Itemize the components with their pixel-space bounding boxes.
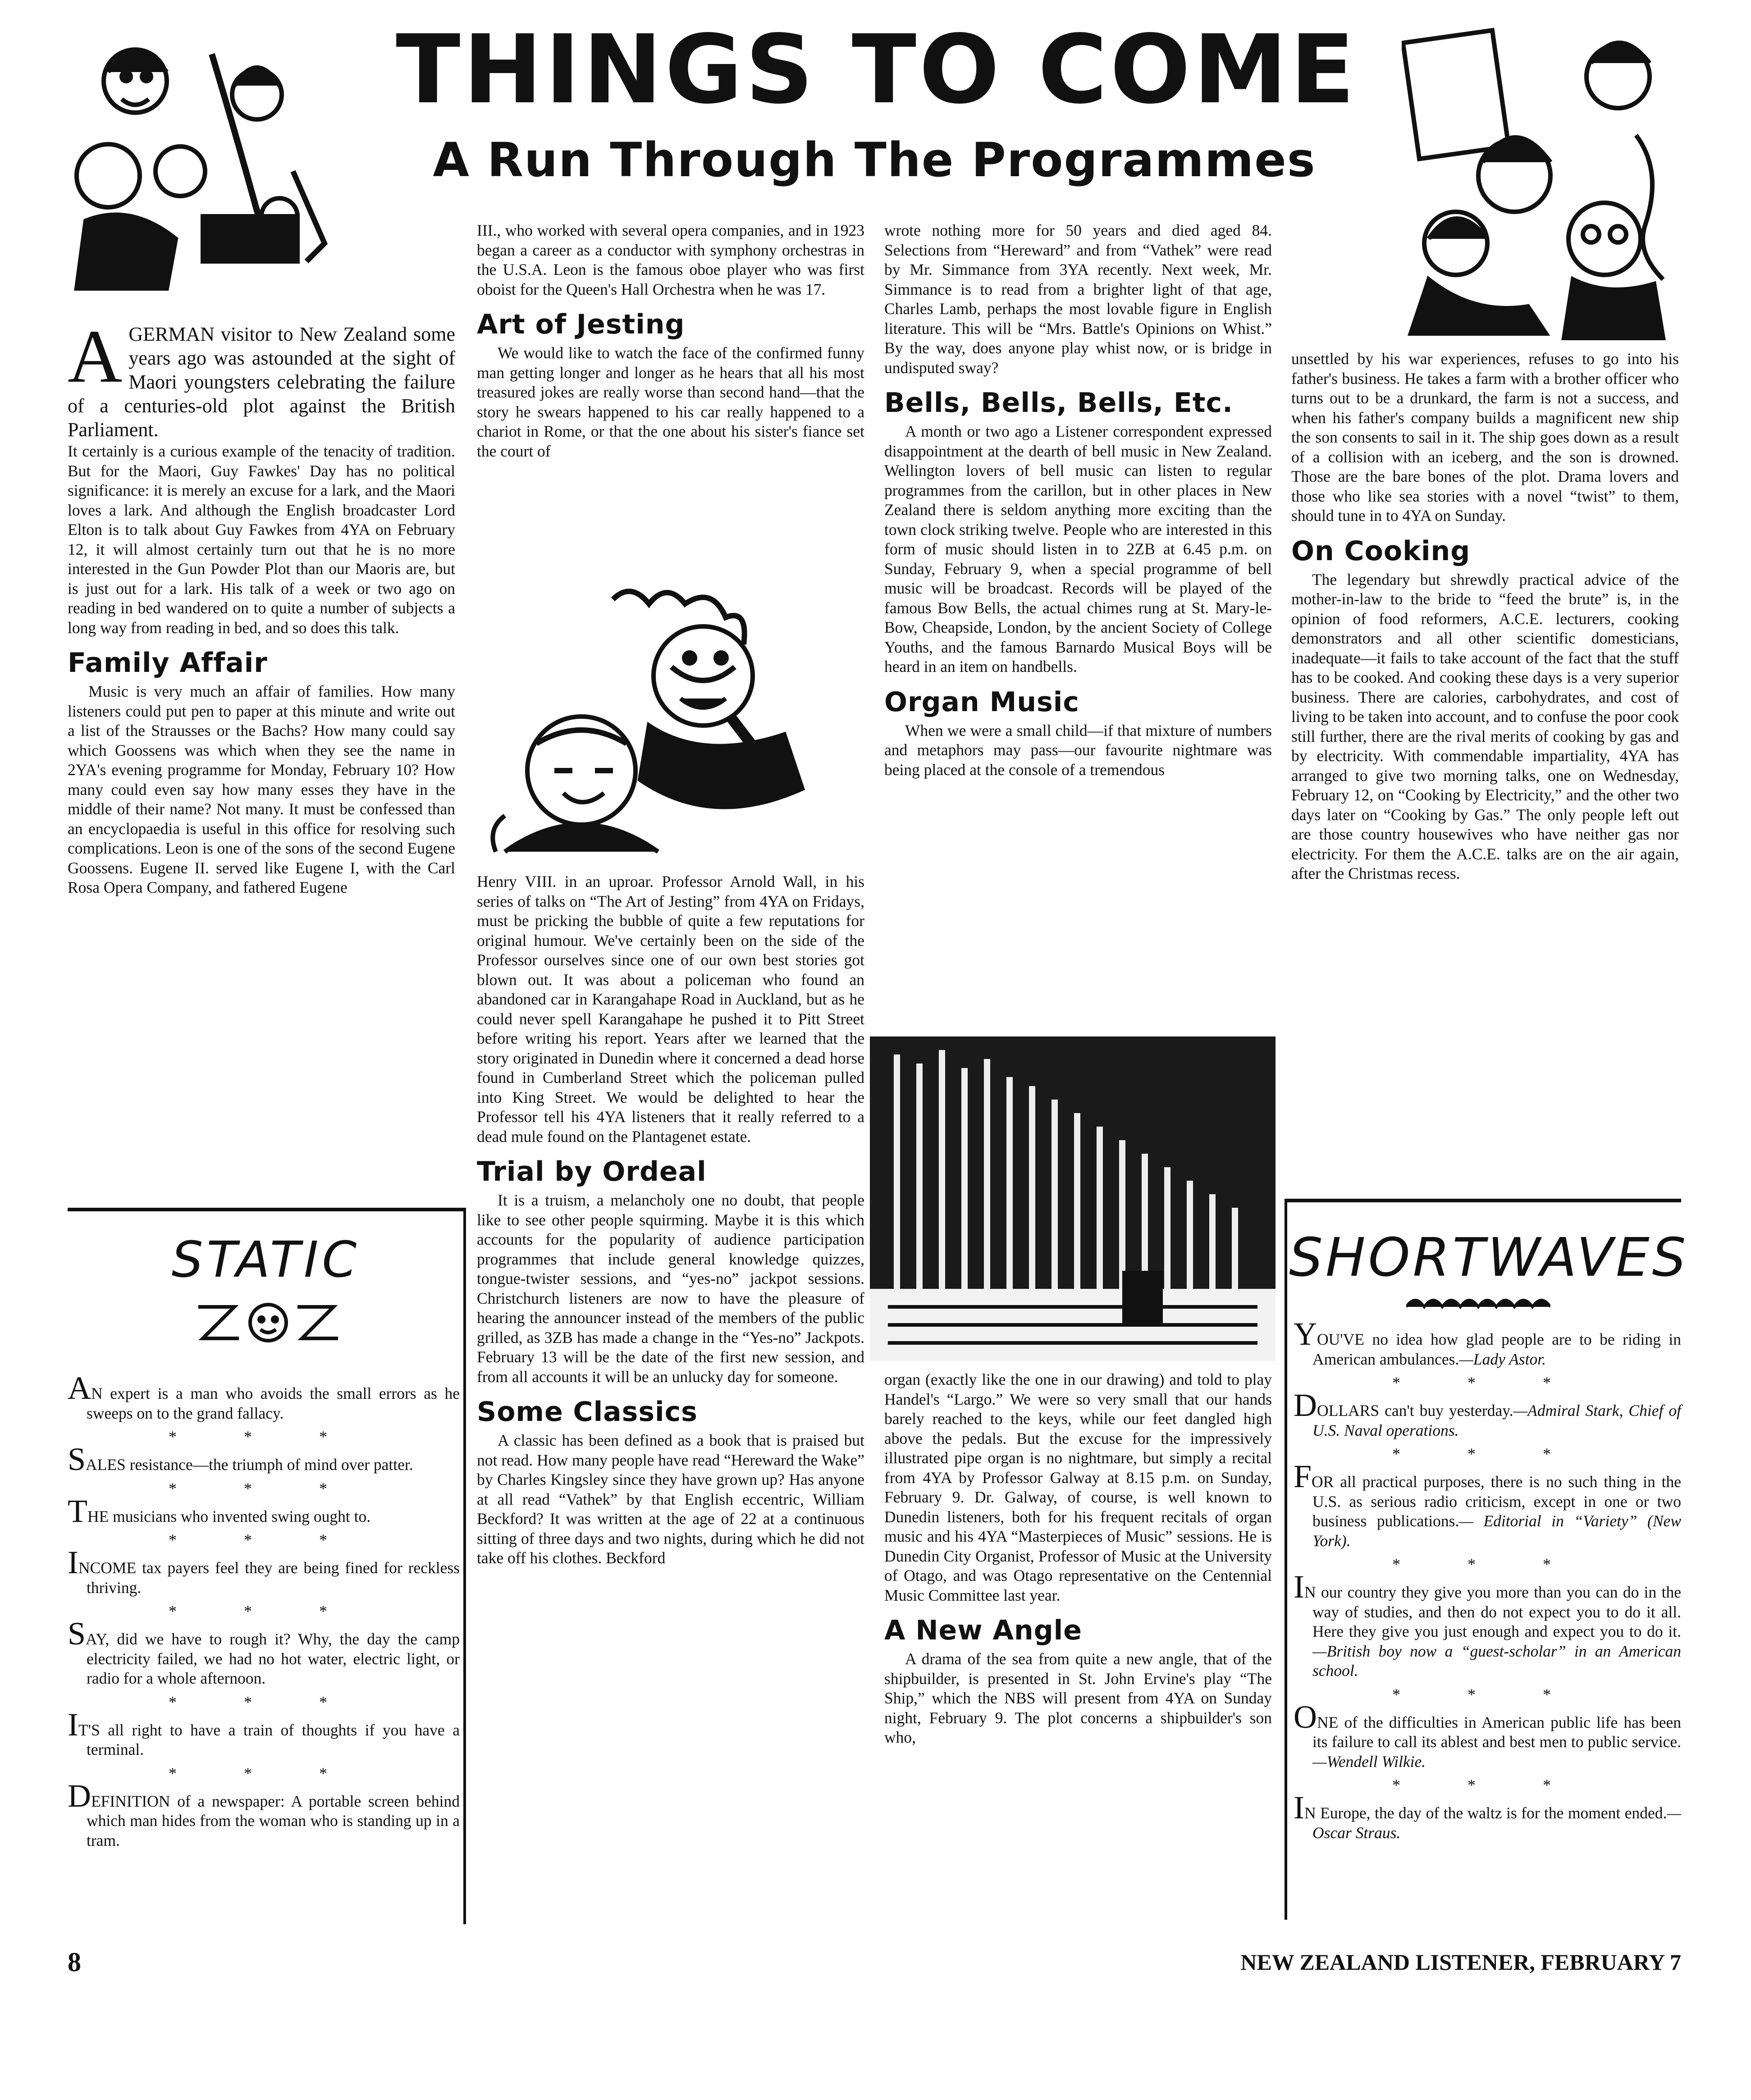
classics-paragraph: A classic has been defined as a book that is praised but not read. How many people have read “Hereward the Wake” by Charles Kingsley since they have grown up? Has anyone at all read “Vathek” by that English eccentric, William Beckford? It was written at the age of 22 at a continuous sitting of three days and two nights, during which he did not take off his clothes. Beckford bbox=[477, 1431, 864, 1567]
column-2-top bbox=[477, 221, 864, 461]
ship-continuation: unsettled by his war experiences, refuses to go into his father's business. He takes a farm with a brother officer who turns out to be a drunkard, the farm is not a success, and when his father's company builds a magnificent new ship the son consents to sail in it. The ship goes down as a result of a collision with an iceberg, and the son is drowned. Those are the bare bones of the plot. Drama lovers and those who like sea stories with a novel “twist” to them, should tune in to 4YA on Sunday. bbox=[1291, 350, 1679, 525]
column-2-bottom bbox=[477, 872, 864, 1568]
jester-illustration bbox=[478, 581, 865, 870]
separator-stars: * * * bbox=[1392, 1776, 1582, 1794]
shortwaves-item: IN our country they give you more than you can do in the way of studies, and then do not expect you to do it all. Here they give you just enough and expect you to do it.—British boy now a “guest-scholar” in an American school. bbox=[1294, 1569, 1681, 1680]
heading-bells: Bells, Bells, Bells, Etc. bbox=[884, 387, 1233, 419]
separator-stars: * * * bbox=[1392, 1374, 1582, 1392]
shortwaves-item: ONE of the difficulties in American public life has been its failure to call its ablest and best men to public service.—Wendell Wilkie. bbox=[1294, 1698, 1681, 1771]
shortwaves-list bbox=[1294, 1316, 1681, 1847]
static-item: SALES resistance—the triumph of mind over patter. bbox=[68, 1441, 413, 1477]
separator-stars: * * * bbox=[169, 1531, 359, 1549]
shortwaves-item: FOR all practical purposes, there is no such thing in the U.S. as serious radio criticism, except in one or two business publications.— Editorial in “Variety” (New York). bbox=[1294, 1458, 1681, 1550]
separator-stars: * * * bbox=[169, 1764, 359, 1782]
shortwaves-item: DOLLARS can't buy yesterday.—Admiral Stark, Chief of U.S. Naval operations. bbox=[1294, 1387, 1681, 1439]
static-item: SAY, did we have to rough it? Why, the day the camp electricity failed, we had no hot water, electric light, or radio for a whole afternoon. bbox=[68, 1616, 460, 1687]
organ-paragraph: When we were a small child—if that mixture of numbers and metaphors may pass—our favourite nightmare was being placed at the console of a tremendous bbox=[884, 721, 1272, 779]
separator-stars: * * * bbox=[169, 1602, 359, 1620]
separator-stars: * * * bbox=[169, 1479, 359, 1497]
static-top-rule bbox=[68, 1208, 464, 1211]
shortwaves-title: SHORTWAVES bbox=[1289, 1226, 1689, 1288]
heading-family-affair: Family Affair bbox=[68, 647, 268, 679]
static-item: DEFINITION of a newspaper: A portable screen behind which man hides from the woman who is standing up in a tram. bbox=[68, 1777, 460, 1849]
static-item: AN expert is a man who avoids the small errors as he sweeps on to the grand fallacy. bbox=[68, 1370, 460, 1422]
heading-on-cooking: On Cooking bbox=[1291, 535, 1471, 567]
column-1 bbox=[68, 315, 455, 898]
static-list bbox=[68, 1370, 460, 1855]
organ-pipes-illustration bbox=[870, 1036, 1276, 1361]
separator-stars: * * * bbox=[1392, 1445, 1582, 1463]
shortwaves-top-rule bbox=[1285, 1199, 1681, 1202]
heading-organ-music: Organ Music bbox=[884, 686, 1079, 718]
publication-footer: NEW ZEALAND LISTENER, FEBRUARY 7 bbox=[1240, 1949, 1681, 1975]
musicians-illustration bbox=[68, 27, 343, 297]
organ-continuation: organ (exactly like the one in our drawing) and told to play Handel's “Largo.” We were so very small that our hands barely reached to the keys, while our feet dangled high above the pedals. But the excuse for the impressively illustrated pipe organ is no nightmare, but simply a recital from 4YA by Professor Galway at 8.15 p.m. on Sunday, February 9. Dr. Galway, of course, is well known to Dunedin listeners, both for his frequent recitals of organ music and his 4YA “Masterpieces of Music” sessions. He is Dunedin City Organist, Professor of Music at the University of Otago, and was Otago representative on the Centennial Music Committee last year. bbox=[884, 1370, 1272, 1604]
column-4 bbox=[1291, 349, 1679, 884]
cooking-paragraph: The legendary but shrewdly practical advice of the mother-in-law to the bride to “feed the brute” is, in the opinion of food reformers, A.C.E. lecturers, cooking demonstrators and all other scientific domesticians, inadequate—it fails to take account of the fact that the stuff has to be cooked. And cooking these days is a very superior business. There are calories, carbohydrates, and cost of living to be taken into account, and to confuse the poor cook still further, there are the rival merits of cooking by gas and by electricity. With commendable impartiality, 4YA has arranged to give two morning talks, one on Wednesday, February 12, on “Cooking by Electricity,” and the other two days later on “Cooking by Gas.” The only people left out are those country housewives who have neither gas nor electricity. For them the A.C.E. talks are on the air again, after the Christmas recess. bbox=[1291, 570, 1679, 882]
lead-paragraph: AGERMAN visitor to New Zealand some years ago was astounded at the sight of Maori youngsters celebrating the failure of a centuries-old plot against the British Parliament. bbox=[68, 315, 455, 441]
column-3-bottom bbox=[884, 1370, 1272, 1748]
static-item: THE musicians who invented swing ought to. bbox=[68, 1493, 371, 1529]
family-affair-paragraph: Music is very much an affair of families. How many listeners could put pen to paper at this minute and write out a list of the Strausses or the Bachs? How many could say which Goossens was which when they see the name in 2YA's evening programme for Monday, February 10? How many could even say how many esses they have in the middle of their name? Not many. It must be confessed than an encyclopaedia is useful in this office for resolving such complications. Leon is one of the sons of the second Eugene Goossens. Eugene II. served like Eugene I, with the Carl Rosa Opera Company, and fathered Eugene bbox=[68, 682, 455, 896]
bells-paragraph: A month or two ago a Listener correspondent expressed disappointment at the dearth of bell music in New Zealand. Wellington lovers of bell music can listen to regular programmes from the carillon, but in other places in New Zealand there is seldom anything more exciting than the town clock striking twelve. People who are interested in this form of music should listen in to 2ZB at 6.45 p.m. on Sunday, February 9, when a special programme of bell music will be broadcast. Records will be played of the famous Bow Bells, the actual chimes rung at St. Mary-le-Bow, Cheapside, London, by the ancient Society of College Youths, and the famous Barnardo Musical Boys will be heard in an item on handbells. bbox=[884, 422, 1272, 676]
shortwaves-side-rule bbox=[1285, 1199, 1287, 1920]
static-side-rule bbox=[463, 1208, 466, 1924]
beckford-continuation: wrote nothing more for 50 years and died aged 84. Selections from “Hereward” and from “Vathek” were read by Mr. Simmance from 3YA recently. Next week, Mr. Simmance is to read from a brighter light of that age, Charles Lamb, perhaps the most lovable figure in English literature. This will be “Mrs. Battle's Opinions on Whist.” By the way, does anyone play whist now, or is bridge in undisputed sway? bbox=[884, 221, 1272, 377]
jesting-paragraph: We would like to watch the face of the confirmed funny man getting longer and longer as he hears that all his most treasured jokes are really worse than second hand—that the story he swears happened to his car really happened to a chariot in Rome, or that the one about his sister's fiance set the court of bbox=[477, 344, 864, 460]
page-subtitle: A Run Through The Programmes bbox=[433, 132, 1316, 187]
separator-stars: * * * bbox=[1392, 1555, 1582, 1573]
separator-stars: * * * bbox=[169, 1428, 359, 1446]
guy-fawkes-paragraph: It certainly is a curious example of the tenacity of tradition. But for the Maori, Guy Fawkes' Day has no political significance: it is merely an excuse for a lark, and the Maori loves a lark. And although the English broadcaster Lord Elton is to talk about Guy Fawkes from 4YA on February 12, it will almost certainly turn out that he is no more interested in the Gun Powder Plot than our Maoris are, but is just out for a lark. His talk of a week or two ago on reading in bed wandered on to quite a number of subjects a long way from reading in bed, and so does this talk. bbox=[68, 442, 455, 637]
static-item: INCOME tax payers feel they are being fined for reckless thriving. bbox=[68, 1544, 460, 1597]
angle-paragraph: A drama of the sea from quite a new angle, that of the shipbuilder, is presented in St. John Ervine's play “The Ship,” which the NBS will present from 4YA on Sunday night, February 9. The plot concerns a shipbuilder's son who, bbox=[884, 1650, 1272, 1746]
page-title: THINGS TO COME bbox=[396, 14, 1358, 125]
page-number: 8 bbox=[68, 1947, 81, 1977]
column-3-top bbox=[884, 221, 1272, 780]
heading-art-of-jesting: Art of Jesting bbox=[477, 309, 685, 340]
wave-ornament bbox=[1406, 1293, 1550, 1311]
heading-some-classics: Some Classics bbox=[477, 1396, 698, 1428]
static-item: IT'S all right to have a train of thoughts if you have a terminal. bbox=[68, 1706, 460, 1758]
static-face-icon bbox=[194, 1298, 338, 1347]
heading-new-angle: A New Angle bbox=[884, 1615, 1082, 1646]
drop-cap: A bbox=[68, 315, 123, 398]
drama-illustration bbox=[1402, 27, 1681, 342]
trial-paragraph: It is a truism, a melancholy one no doubt, that people like to see other people squirming. Maybe it is this which accounts for the popularity of audience participation programmes that include general knowledge quizzes, tongue-twister sessions, and “yes-no” jackpot sessions. Christchurch listeners are now to have the pleasure of hearing the announcer instead of the members of the public grilled, as 3ZB has made a change in the “Yes-no” Jackpots. February 13 will be the date of the first new session, and from all accounts it will be an unlucky day for someone. bbox=[477, 1191, 864, 1386]
separator-stars: * * * bbox=[169, 1693, 359, 1711]
shortwaves-item: IN Europe, the day of the waltz is for the moment ended.—Oscar Straus. bbox=[1294, 1790, 1681, 1842]
separator-stars: * * * bbox=[1392, 1685, 1582, 1703]
heading-trial-by-ordeal: Trial by Ordeal bbox=[477, 1156, 707, 1187]
goossens-continuation: III., who worked with several opera companies, and in 1923 began a career as a conductor with symphony orchestras in the U.S.A. Leon is the famous oboe player who was first oboist for the Queen's Hall Orchestra when he was 17. bbox=[477, 221, 864, 298]
static-title: STATIC bbox=[171, 1231, 361, 1288]
jesting-continuation: Henry VIII. in an uproar. Professor Arnold Wall, in his series of talks on “The Art of Jesting” from 4YA on Fridays, must be pricking the bubble of quite a few reputations for original humour. We've certainly been on the side of the Professor ourselves since one of our own best stories got blown out. It was about a policeman who found an abandoned car in Karangahape Road in Auckland, but as he could never spell Karangahape he pushed it to Pitt Street before writing his report. Years after we learned that the story originated in Dunedin where it concerned a dead horse found in Cumberland Street which the policeman pulled into King Street. We would be delighted to hear the Professor tell his 4YA listeners that it really referred to a dead mule found on the Plantagenet estate. bbox=[477, 872, 864, 1146]
shortwaves-item: YOU'VE no idea how glad people are to be riding in American ambulances.—Lady Astor. bbox=[1294, 1316, 1681, 1368]
